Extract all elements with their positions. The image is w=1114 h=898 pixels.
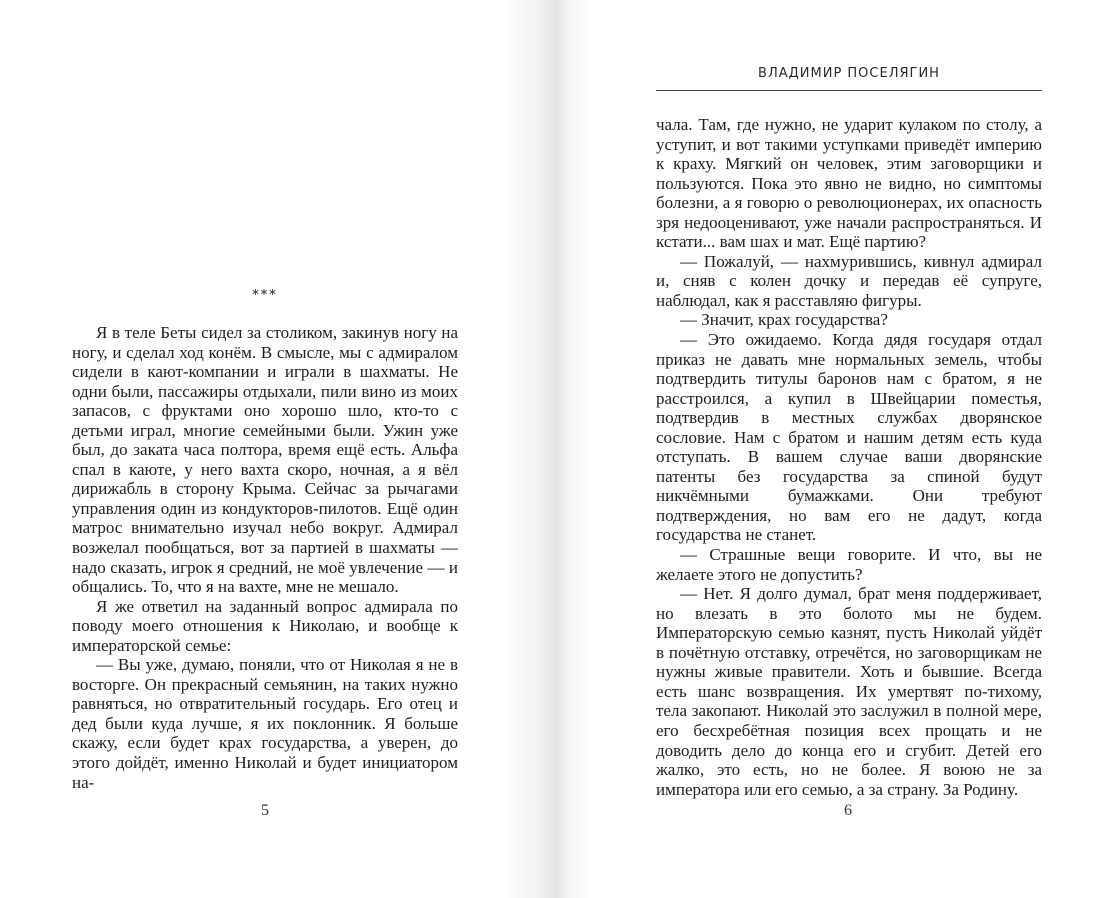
paragraph: — Вы уже, думаю, поняли, что от Николая я не в восторге. Он прекрасный семьянин, на таких нужно равняться, но отвратительный государь. Его отец и дед были куда лучше, я их поклонник. Я больше скажу, если будет крах государства, а уверен, до этого дойдёт, именно Николай и будет инициатором на-	[72, 655, 458, 792]
header-rule	[656, 90, 1042, 91]
paragraph: — Нет. Я долго думал, брат меня поддерживает, но влезать в это болото мы не будем. Императорскую семью казнят, пусть Николай уйдёт в почётную отставку, отречётся, но заговорщикам не нужны живые правители. Хоть и бывшие. Всегда есть шанс возвращения. Их умертвят по-тихому, тела закопают. Николай это заслужил в полной мере, его бесхребётная позиция всех прощать и не доводить дело до конца его и сгубит. Детей его жалко, это есть, но не более. Я воюю не за императора или его семью, а за страну. За Родину.	[656, 584, 1042, 799]
page-number-left: 5	[261, 802, 269, 819]
paragraph-continuation: чала. Там, где нужно, не ударит кулаком по столу, а уступит, и вот такими уступками приведёт империю к краху. Мягкий он человек, этим заговорщики и пользуются. Пока это явно не видно, но симптомы болезни, а я говорю о революционерах, их опасность зря недооценивают, уже начали распространяться. И кстати... вам шах и мат. Ещё партию?	[656, 115, 1042, 252]
paragraph: — Значит, крах государства?	[680, 310, 888, 330]
paragraph: — Это ожидаемо. Когда дядя государя отдал приказ не давать мне нормальных земель, чтобы подтвердить титулы баронов нам с братом, я не расстроился, а купил в Швейцарии поместья, подтвердив в местных службах дворянское сословие. Нам с братом и нашим детям есть куда отступать. В вашем случае ваши дворянские патенты без государства за спиной будут никчёмными бумажками. Они требуют подтверждения, но вам его не дадут, когда государства не станет.	[656, 330, 1042, 545]
paragraph: — Страшные вещи говорите. И что, вы не желаете этого не допустить?	[656, 545, 1042, 584]
left-page-text	[72, 323, 458, 792]
running-head: ВЛАДИМИР ПОСЕЛЯГИН	[758, 66, 940, 81]
paragraph: Я же ответил на заданный вопрос адмирала по поводу моего отношения к Николаю, и вообще к императорской семье:	[72, 596, 458, 655]
paragraph: — Пожалуй, — нахмурившись, кивнул адмирал и, сняв с колен дочку и передав её супруге, наблюдал, как я расставляю фигуры.	[656, 251, 1042, 310]
paragraph: Я в теле Беты сидел за столиком, закинув ногу на ногу, и сделал ход конём. В смысле, мы с адмиралом сидели в кают-компании и играли в шахматы. Не одни были, пассажиры отдыхали, пили вино из моих запасов, с фруктами оно хорошо шло, кто-то с детьми играл, многие семейными были. Ужин уже был, до заката часа полтора, время ещё есть. Альфа спал в каюте, у него вахта скоро, ночная, а я вёл дирижабль в сторону Крыма. Сейчас за рычагами управления один из кондукторов-пилотов. Ещё один матрос внимательно изучал небо вокруг. Адмирал возжелал пообщаться, вот за партией в шахматы — надо сказать, игрок я средний, не моё увлечение — и общались. То, что я на вахте, мне не мешало.	[72, 323, 458, 597]
page-number-right: 6	[844, 802, 852, 819]
section-separator: ***	[252, 288, 278, 303]
right-page-text	[656, 115, 1042, 799]
